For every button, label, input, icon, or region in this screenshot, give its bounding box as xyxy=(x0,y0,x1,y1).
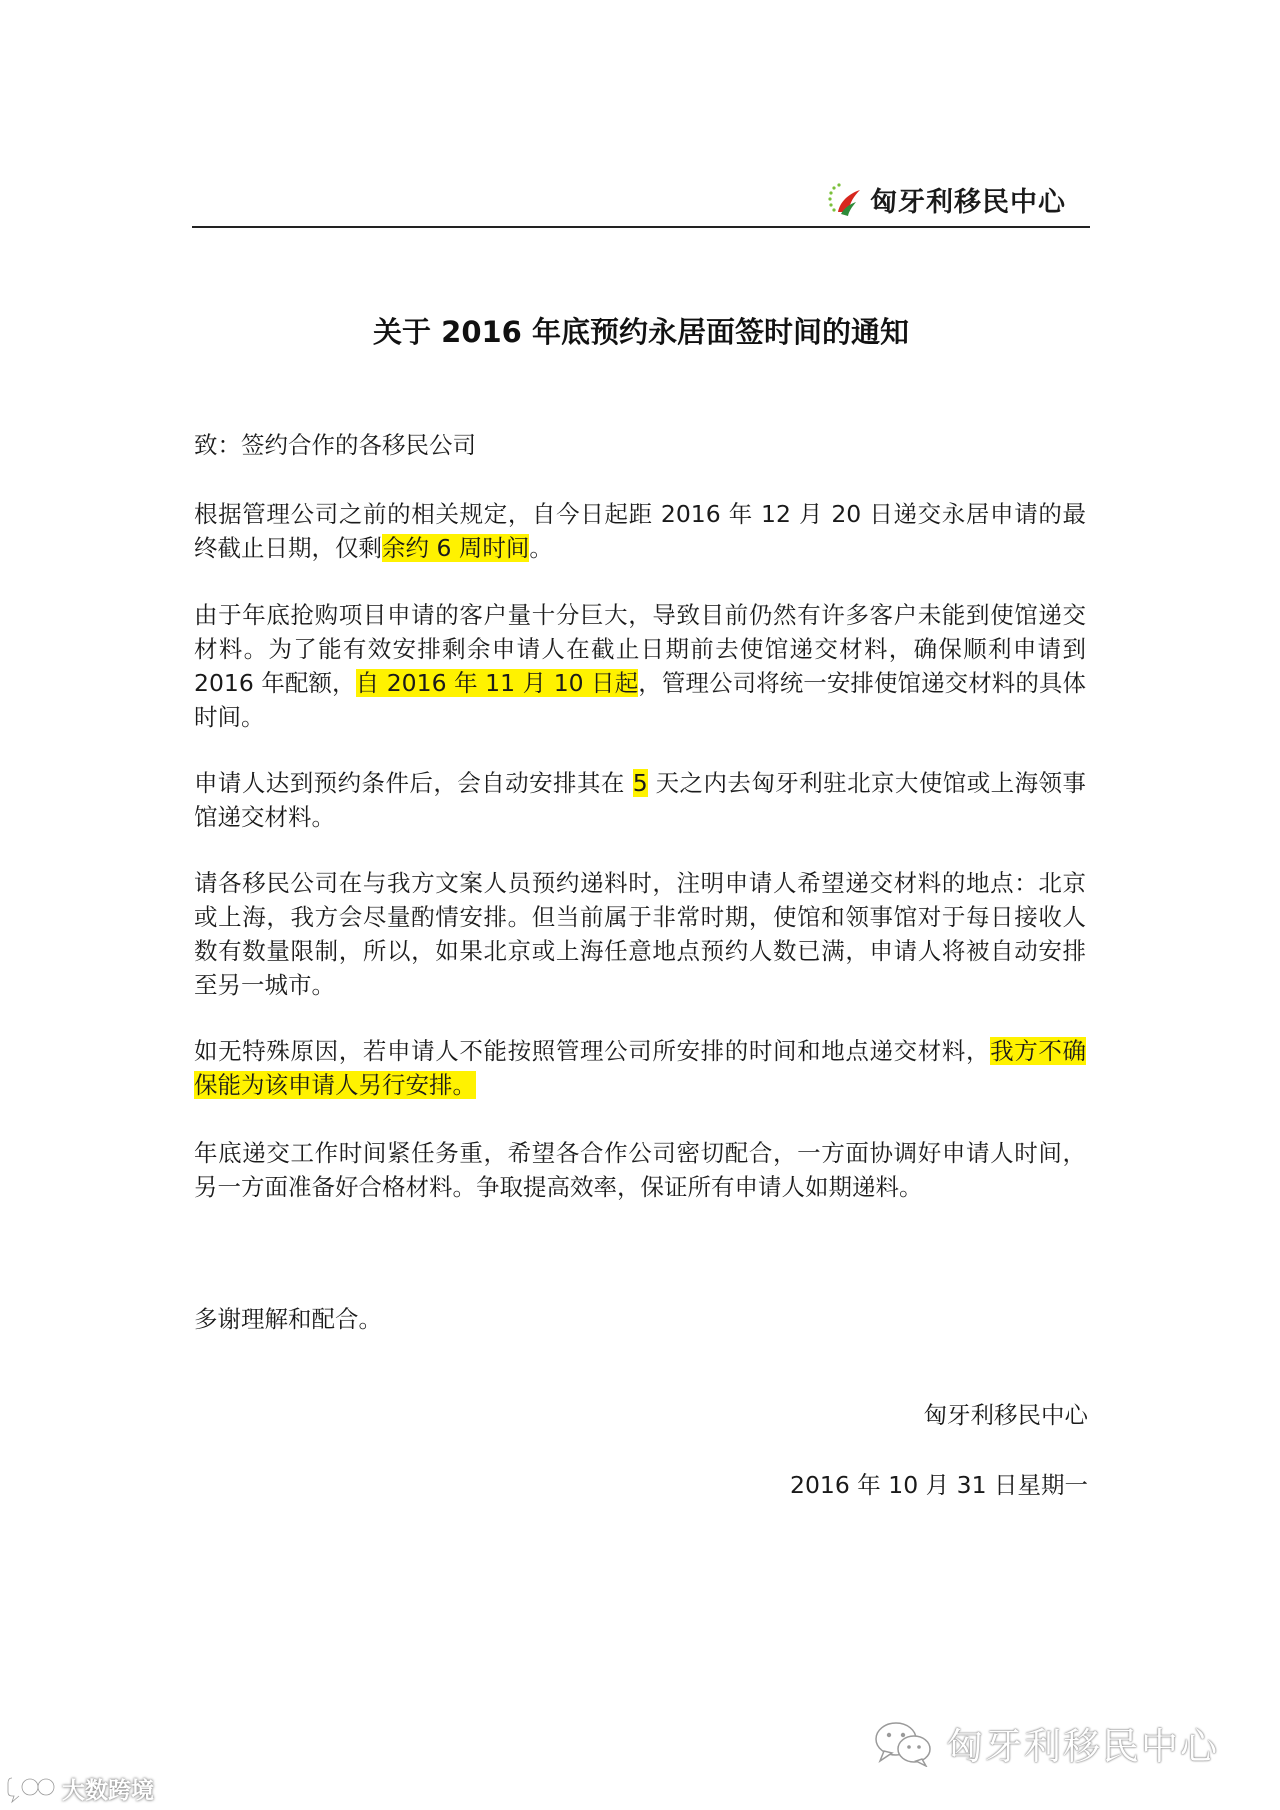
paragraph-no-guarantee xyxy=(194,1034,1086,1102)
salutation: 致：签约合作的各移民公司 xyxy=(194,431,476,459)
wechat-icon xyxy=(872,1719,934,1767)
paragraph-text: 根据管理公司之前的相关规定，自今日起距 2016 年 12 月 20 日递交永居申请的最终截止日期，仅剩 xyxy=(194,500,1086,562)
watermark-left-text: 大数跨境 xyxy=(62,1778,154,1804)
highlighted-text: 我方不确保能为该申请人另行安排。 xyxy=(194,1037,1086,1099)
watermark-right-text: 匈牙利移民中心 xyxy=(946,1725,1219,1768)
header-logo xyxy=(828,180,1066,219)
leaf-flag-logo-icon xyxy=(828,182,862,218)
paragraph-text: 由于年底抢购项目申请的客户量十分巨大，导致目前仍然有许多客户未能到使馆递交材料。为了能有效安排剩余申请人在截止日期前去使馆递交材料，确保顺利申请到 2016 年配额， xyxy=(194,601,1086,697)
paragraph-text: 天之内去匈牙利驻北京大使馆或上海领事馆递交材料。 xyxy=(194,769,1086,831)
paragraph-cooperation: 年底递交工作时间紧任务重，希望各合作公司密切配合，一方面协调好申请人时间，另一方面准备好合格材料。争取提高效率，保证所有申请人如期递料。 xyxy=(194,1139,1086,1201)
paragraph-text: 如无特殊原因，若申请人不能按照管理公司所安排的时间和地点递交材料， xyxy=(194,1037,991,1065)
document-title: 关于 2016 年底预约永居面签时间的通知 xyxy=(373,315,909,349)
highlighted-text: 5 xyxy=(632,769,648,797)
paragraph-deadline xyxy=(194,497,1086,565)
paragraph-text: 申请人达到预约条件后，会自动安排其在 xyxy=(194,769,633,797)
watermark-left xyxy=(6,1772,154,1805)
highlighted-text: 余约 6 周时间 xyxy=(382,534,530,562)
header-divider xyxy=(192,226,1090,228)
paragraph-scheduling xyxy=(194,598,1086,734)
highlighted-text: 自 2016 年 11 月 10 日起 xyxy=(355,669,639,697)
closing-line: 多谢理解和配合。 xyxy=(194,1305,382,1333)
chat-bubble-logo-icon xyxy=(6,1774,58,1804)
paragraph-text: ，管理公司将统一安排使馆递交材料的具体时间。 xyxy=(194,669,1087,731)
document-date: 2016 年 10 月 31 日星期一 xyxy=(790,1471,1088,1499)
paragraph-five-days xyxy=(194,766,1086,834)
paragraph-location: 请各移民公司在与我方文案人员预约递料时，注明申请人希望递交材料的地点：北京或上海，我方会尽量酌情安排。但当前属于非常时期，使馆和领事馆对于每日接收人数有数量限制，所以，如果北京或上海任意地点预约人数已满，申请人将被自动安排至另一城市。 xyxy=(194,869,1086,999)
paragraph-text: 。 xyxy=(529,534,553,562)
signature: 匈牙利移民中心 xyxy=(923,1401,1088,1429)
header-brand-name: 匈牙利移民中心 xyxy=(870,187,1066,218)
watermark-right xyxy=(872,1716,1219,1770)
